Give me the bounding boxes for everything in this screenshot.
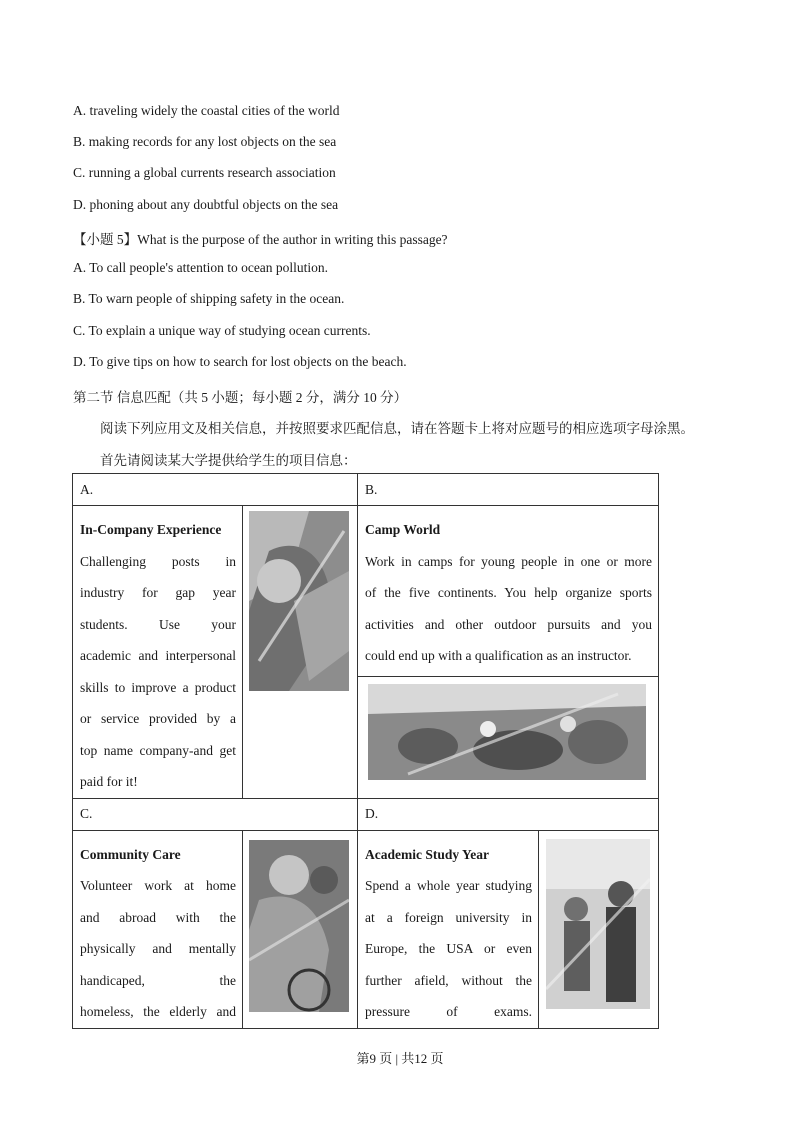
cell-label-d: D. xyxy=(358,798,659,830)
program-a-photo xyxy=(249,511,349,691)
program-a-text xyxy=(73,506,243,799)
program-c-line: handicaped, the xyxy=(80,972,236,988)
program-c-line: Volunteer work at home xyxy=(80,878,236,893)
page-footer: 第9 页 | 共12 页 xyxy=(356,1051,444,1066)
section-instruction: 阅读下列应用文及相关信息，并按照要求匹配信息，请在答题卡上将对应题号的相应选项字母涂黑。 xyxy=(100,421,694,436)
option-b-q4: B. making records for any lost objects on the sea xyxy=(73,134,337,149)
cell-label-c: C. xyxy=(73,798,358,830)
program-b-title: Camp World xyxy=(365,522,441,537)
program-b-line: activities and other outdoor pursuits and you xyxy=(365,616,653,632)
program-d-line: Spend a whole year studying xyxy=(365,878,532,893)
program-d-line: further afield, without the xyxy=(365,972,532,988)
program-c-line: homeless, the elderly and xyxy=(80,1004,236,1019)
program-a-line: industry for gap year xyxy=(80,585,236,600)
cell-label-a: A. xyxy=(73,474,358,506)
program-d-text xyxy=(358,830,539,1028)
option-a-q5: A. To call people's attention to ocean pollution. xyxy=(73,260,329,275)
program-c-line: and abroad with the xyxy=(80,909,236,925)
program-a-line: paid for it! xyxy=(80,774,138,789)
program-a-line: academic and interpersonal xyxy=(80,648,236,663)
program-b-cell xyxy=(358,506,659,799)
program-a-line: skills to improve a product xyxy=(80,679,236,695)
program-c-text xyxy=(73,830,243,1028)
program-d-photo xyxy=(546,839,650,1009)
option-b-q5: B. To warn people of shipping safety in the ocean. xyxy=(73,291,345,306)
option-d-q4: D. phoning about any doubtful objects on the sea xyxy=(73,197,339,212)
program-b-line: Work in camps for young people in one or more xyxy=(365,553,653,569)
program-a-line: Challenging posts in xyxy=(80,553,236,569)
program-c-title: Community Care xyxy=(80,846,181,862)
option-a-q4: A. traveling widely the coastal cities of the world xyxy=(73,103,340,118)
option-c-q4: C. running a global currents research association xyxy=(73,165,336,180)
section-heading: 第二节 信息匹配（共 5 小题；每小题 2 分，满分 10 分） xyxy=(73,390,408,405)
option-d-q5: D. To give tips on how to search for lost objects on the beach. xyxy=(73,354,407,369)
program-a-title: In-Company Experience xyxy=(80,522,222,537)
option-c-q5: C. To explain a unique way of studying ocean currents. xyxy=(73,323,371,338)
program-a-photo-cell xyxy=(243,506,358,799)
program-d-line: at a foreign university in xyxy=(365,909,532,925)
program-info-table xyxy=(72,473,659,1029)
program-d-title: Academic Study Year xyxy=(365,846,489,862)
program-d-line: pressure of exams. xyxy=(365,1004,532,1019)
program-a-line: top name company-and get xyxy=(80,742,236,758)
section-intro: 首先请阅读某大学提供给学生的项目信息： xyxy=(100,453,357,468)
program-b-photo xyxy=(368,684,646,780)
program-a-line: or service provided by a xyxy=(80,711,236,726)
program-c-photo-cell xyxy=(243,830,358,1028)
question-5-stem: 【小题 5】What is the purpose of the author in writing this passage? xyxy=(73,232,448,247)
program-c-photo xyxy=(249,840,349,1012)
program-a-line: students. Use your xyxy=(80,616,236,632)
program-c-line: physically and mentally xyxy=(80,941,236,956)
program-b-line: of the five continents. You help organize sports xyxy=(365,585,653,600)
cell-label-b: B. xyxy=(358,474,659,506)
program-b-line: could end up with a qualification as an instructor. xyxy=(365,648,632,663)
program-d-photo-cell xyxy=(539,830,659,1028)
program-d-line: Europe, the USA or even xyxy=(365,941,532,956)
